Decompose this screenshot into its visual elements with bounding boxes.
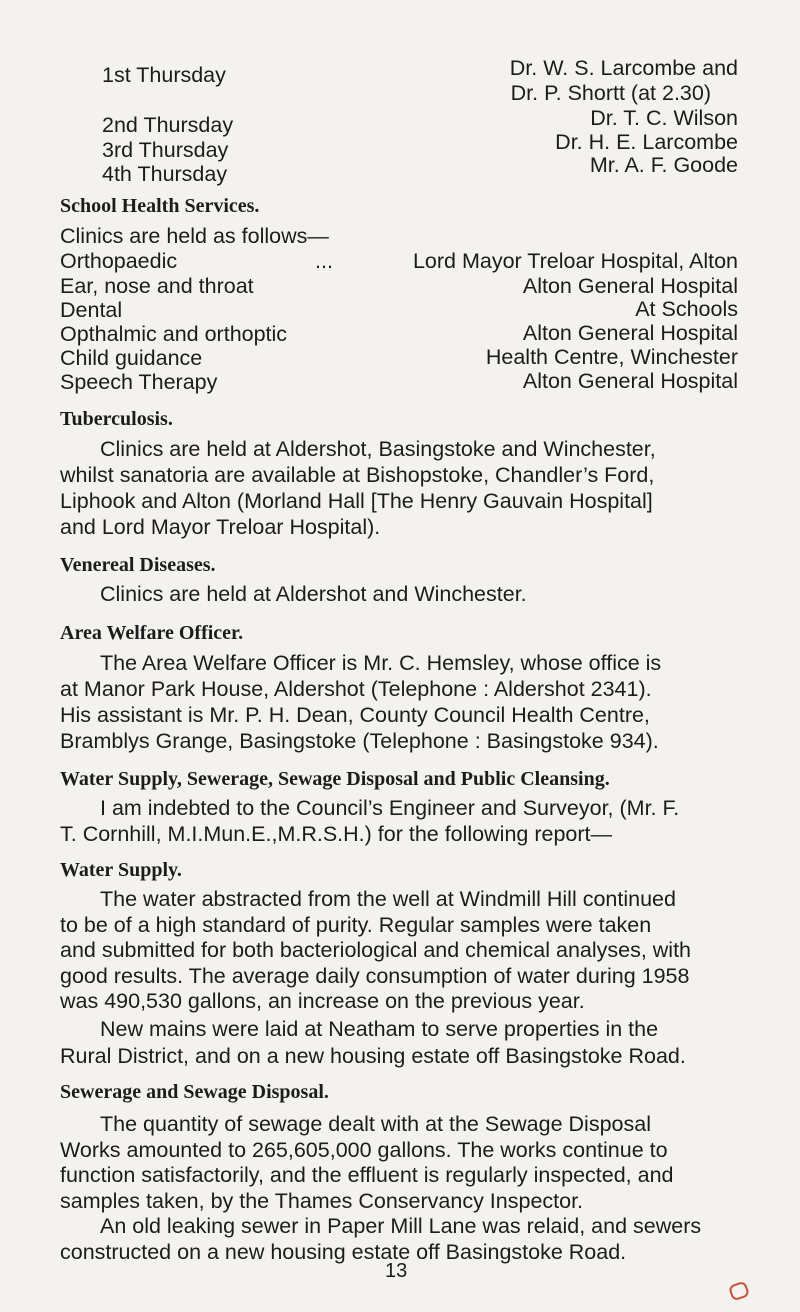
clinic-name-orthopaedic: Orthopaedic <box>60 249 178 273</box>
text-line: His assistant is Mr. P. H. Dean, County Council Health Centre, <box>60 703 650 727</box>
text-line: An old leaking sewer in Paper Mill Lane was relaid, and sewers <box>100 1214 702 1238</box>
water-supply-paragraph-1 <box>60 887 740 1015</box>
tuberculosis-paragraph <box>60 436 740 540</box>
heading-water-sewerage: Water Supply, Sewerage, Sewage Disposal and Public Cleansing. <box>60 768 610 790</box>
clinic-name-speech: Speech Therapy <box>60 370 218 394</box>
text-line: constructed on a new housing estate off Basingstoke Road. <box>60 1239 627 1264</box>
clinic-place-opthalmic: Alton General Hospital <box>522 321 738 345</box>
rota-day-2: 2nd Thursday <box>102 113 234 137</box>
clinic-place-orthopaedic: Lord Mayor Treloar Hospital, Alton <box>412 249 738 273</box>
rota-day-1: 1st Thursday <box>102 63 226 87</box>
text-line: T. Cornhill, M.I.Mun.E.,M.R.S.H.) for the following report— <box>60 822 612 846</box>
rota-doctor-1a: Dr. W. S. Larcombe and <box>509 56 738 80</box>
text-line: to be of a high standard of purity. Regular samples were taken <box>60 912 652 937</box>
text-line: at Manor Park House, Aldershot (Telephone : Aldershot 2341). <box>60 677 652 701</box>
text-line: The Area Welfare Officer is Mr. C. Hemsley, whose office is <box>100 651 662 675</box>
page-number: 13 <box>385 1260 408 1282</box>
heading-sewerage: Sewerage and Sewage Disposal. <box>60 1081 329 1103</box>
text-line: whilst sanatoria are available at Bishopstoke, Chandler’s Ford, <box>60 463 655 487</box>
heading-welfare: Area Welfare Officer. <box>60 622 244 644</box>
sewerage-paragraph-1 <box>60 1112 740 1214</box>
rota-day-3: 3rd Thursday <box>102 138 229 162</box>
text-line: samples taken, by the Thames Conservancy Inspector. <box>60 1188 584 1213</box>
heading-water-supply: Water Supply. <box>60 859 182 881</box>
clinic-place-dental: At Schools <box>635 297 738 321</box>
clinic-place-ent: Alton General Hospital <box>522 274 738 298</box>
text-line: New mains were laid at Neatham to serve properties in the <box>100 1017 659 1041</box>
clinic-name-dental: Dental <box>60 298 123 322</box>
rota-doctor-3: Dr. H. E. Larcombe <box>555 130 738 154</box>
sewerage-paragraph-2 <box>60 1214 740 1265</box>
water-supply-paragraph-2 <box>60 1016 740 1070</box>
text-line: Rural District, and on a new housing estate off Basingstoke Road. <box>60 1044 686 1068</box>
scan-mark-icon <box>728 1280 750 1301</box>
text-line: Clinics are held at Aldershot, Basingstoke and Winchester, <box>100 437 656 461</box>
heading-school-health: School Health Services. <box>60 195 260 217</box>
text-line: Works amounted to 265,605,000 gallons. The works continue to <box>60 1137 668 1162</box>
heading-venereal: Venereal Diseases. <box>60 554 216 576</box>
text-line: Liphook and Alton (Morland Hall [The Henry Gauvain Hospital] <box>60 489 653 513</box>
rota-doctor-2: Dr. T. C. Wilson <box>590 106 738 130</box>
welfare-paragraph <box>60 650 740 754</box>
water-sewerage-paragraph <box>60 795 740 847</box>
heading-tuberculosis: Tuberculosis. <box>60 408 173 430</box>
text-line: good results. The average daily consumption of water during 1958 <box>60 963 690 988</box>
clinic-leader-dots: ... <box>315 249 333 273</box>
clinic-name-ent: Ear, nose and throat <box>60 274 254 298</box>
text-line: Clinics are held at Aldershot and Winchester. <box>100 582 527 606</box>
text-line: and submitted for both bacteriological and chemical analyses, with <box>60 938 692 962</box>
rota-doctor-4: Mr. A. F. Goode <box>589 153 738 177</box>
text-line: I am indebted to the Council’s Engineer and Surveyor, (Mr. F. <box>100 796 680 820</box>
rota-doctor-1b: Dr. P. Shortt (at 2.30) <box>510 81 711 105</box>
rota-day-4: 4th Thursday <box>102 162 228 186</box>
clinic-place-child-guidance: Health Centre, Winchester <box>485 345 738 369</box>
venereal-paragraph <box>60 581 740 607</box>
clinic-name-opthalmic: Opthalmic and orthoptic <box>60 322 288 346</box>
text-line: The water abstracted from the well at Windmill Hill continued <box>100 887 676 911</box>
school-health-intro: Clinics are held as follows— <box>60 224 329 248</box>
clinic-name-child-guidance: Child guidance <box>60 346 203 370</box>
text-line: was 490,530 gallons, an increase on the previous year. <box>60 989 585 1013</box>
text-line: Bramblys Grange, Basingstoke (Telephone : Basingstoke 934). <box>60 729 659 753</box>
text-line: The quantity of sewage dealt with at the Sewage Disposal <box>100 1112 651 1136</box>
text-line: function satisfactorily, and the effluent is regularly inspected, and <box>60 1163 674 1187</box>
clinic-place-speech: Alton General Hospital <box>522 369 738 393</box>
text-line: and Lord Mayor Treloar Hospital). <box>60 515 381 539</box>
